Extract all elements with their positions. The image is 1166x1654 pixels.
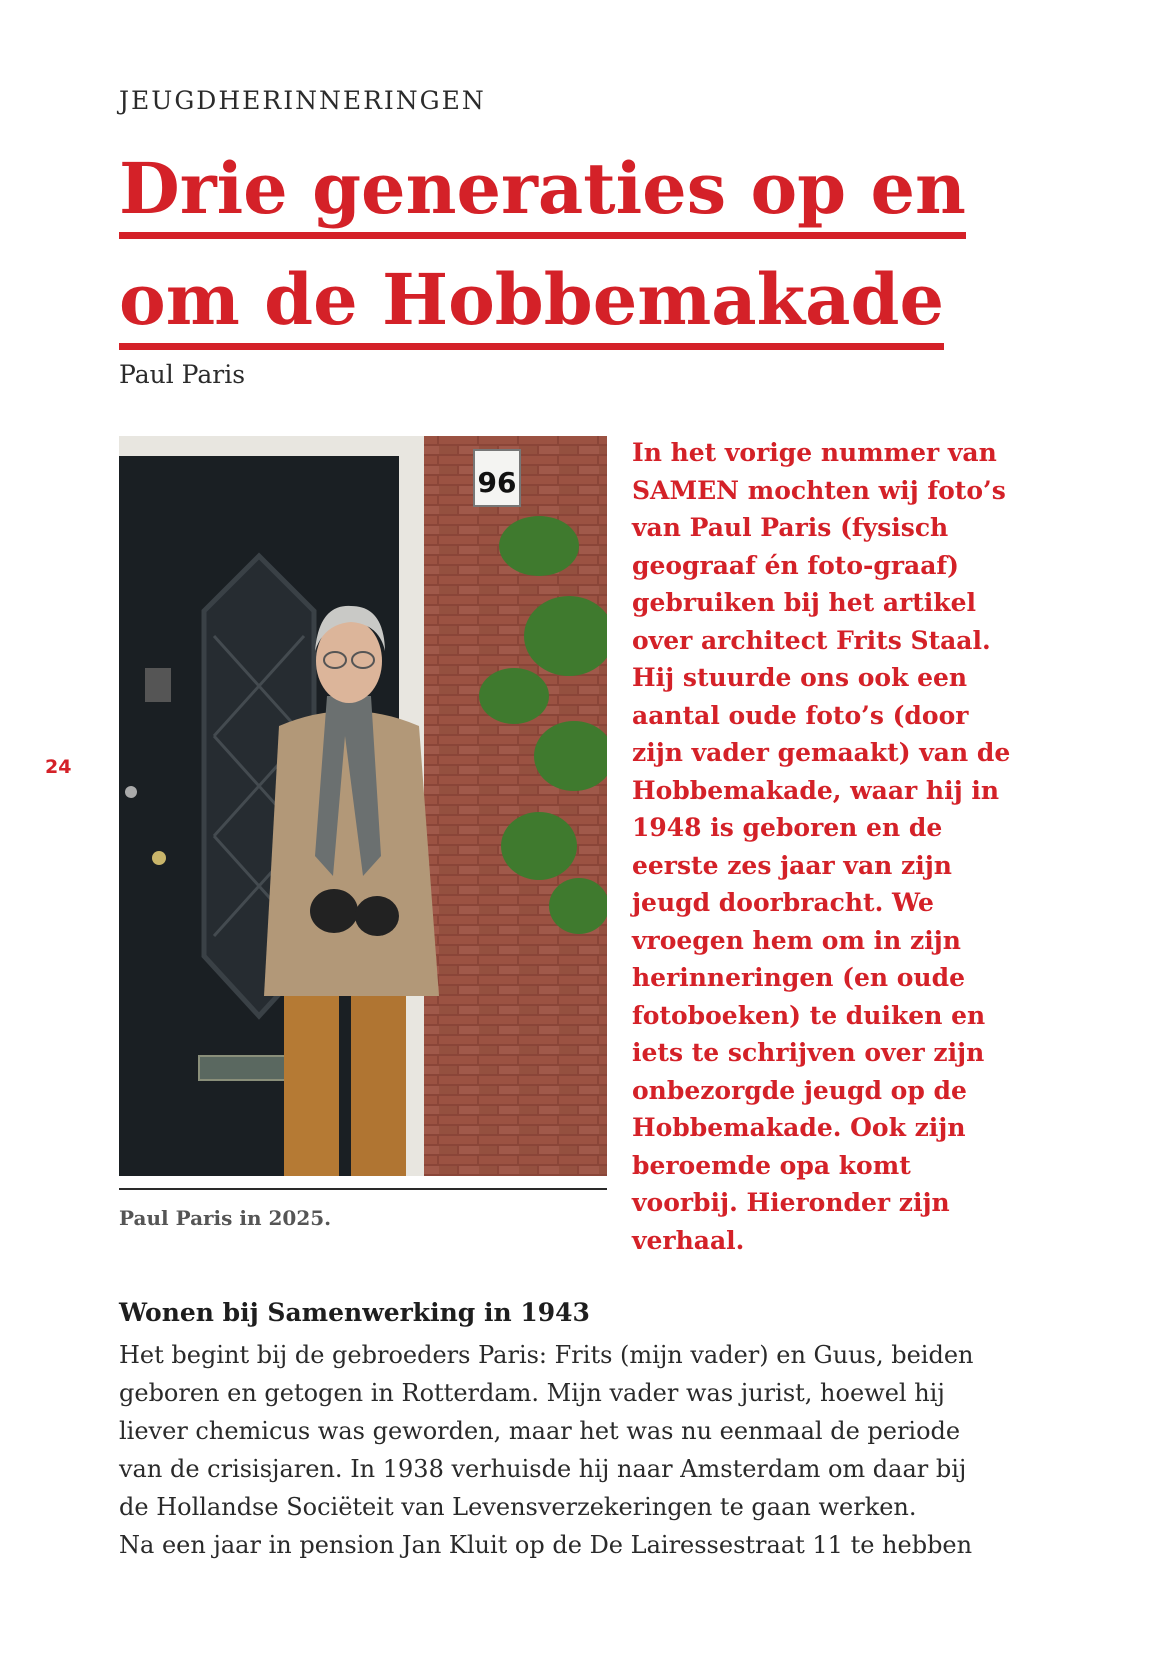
section-heading: Wonen bij Samenwerking in 1943 [119,1298,590,1327]
body-line: liever chemicus was geworden, maar het was nu eenmaal de periode [119,1417,961,1445]
page-number: 24 [45,756,72,778]
title-line-2: om de Hobbemakade [119,257,944,350]
body-line: Het begint bij de gebroeders Paris: Frits (mijn vader) en Guus, beiden [119,1341,974,1369]
door-handle [152,851,166,865]
intro-paragraph: In het vorige nummer van SAMEN mochten wij foto’s van Paul Paris (fysisch geograaf én foto-graaf) gebruiken bij het artikel over architect Frits Staal. Hij stuurde ons ook een aantal oude foto’s (door zijn vader gemaakt) van de Hobbemakade, waar hij in 1948 is geboren en de eerste zes jaar van zijn jeugd doorbracht. We vroegen hem om in zijn herinneringen (en oude fotoboeken) te duiken en iets te schrijven over zijn onbezorgde jeugd op de Hobbemakade. Ook zijn beroemde opa komt voorbij. Hieronder zijn verhaal. [632,438,1011,1255]
body-line: de Hollandse Sociëteit van Levensverzekeringen te gaan werken. [119,1493,917,1521]
body-line: Na een jaar in pension Jan Kluit op de De Lairessestraat 11 te hebben [119,1531,973,1559]
door-knob [125,786,137,798]
caption-divider [119,1188,607,1190]
body-line: van de crisisjaren. In 1938 verhuisde hij naar Amsterdam om daar bij [119,1455,967,1483]
section-kicker: JEUGDHERINNERINGEN [119,86,486,115]
house-number: 96 [477,466,517,499]
body-paragraph [119,1336,999,1564]
photo-caption: Paul Paris in 2025. [119,1206,332,1230]
portrait-photo [119,436,607,1176]
door-grille [145,668,171,702]
author-byline: Paul Paris [119,360,246,389]
body-line: geboren en getogen in Rotterdam. Mijn vader was jurist, hoewel hij [119,1379,945,1407]
article-title [119,138,1019,360]
title-line-1: Drie generaties op en [119,146,966,239]
